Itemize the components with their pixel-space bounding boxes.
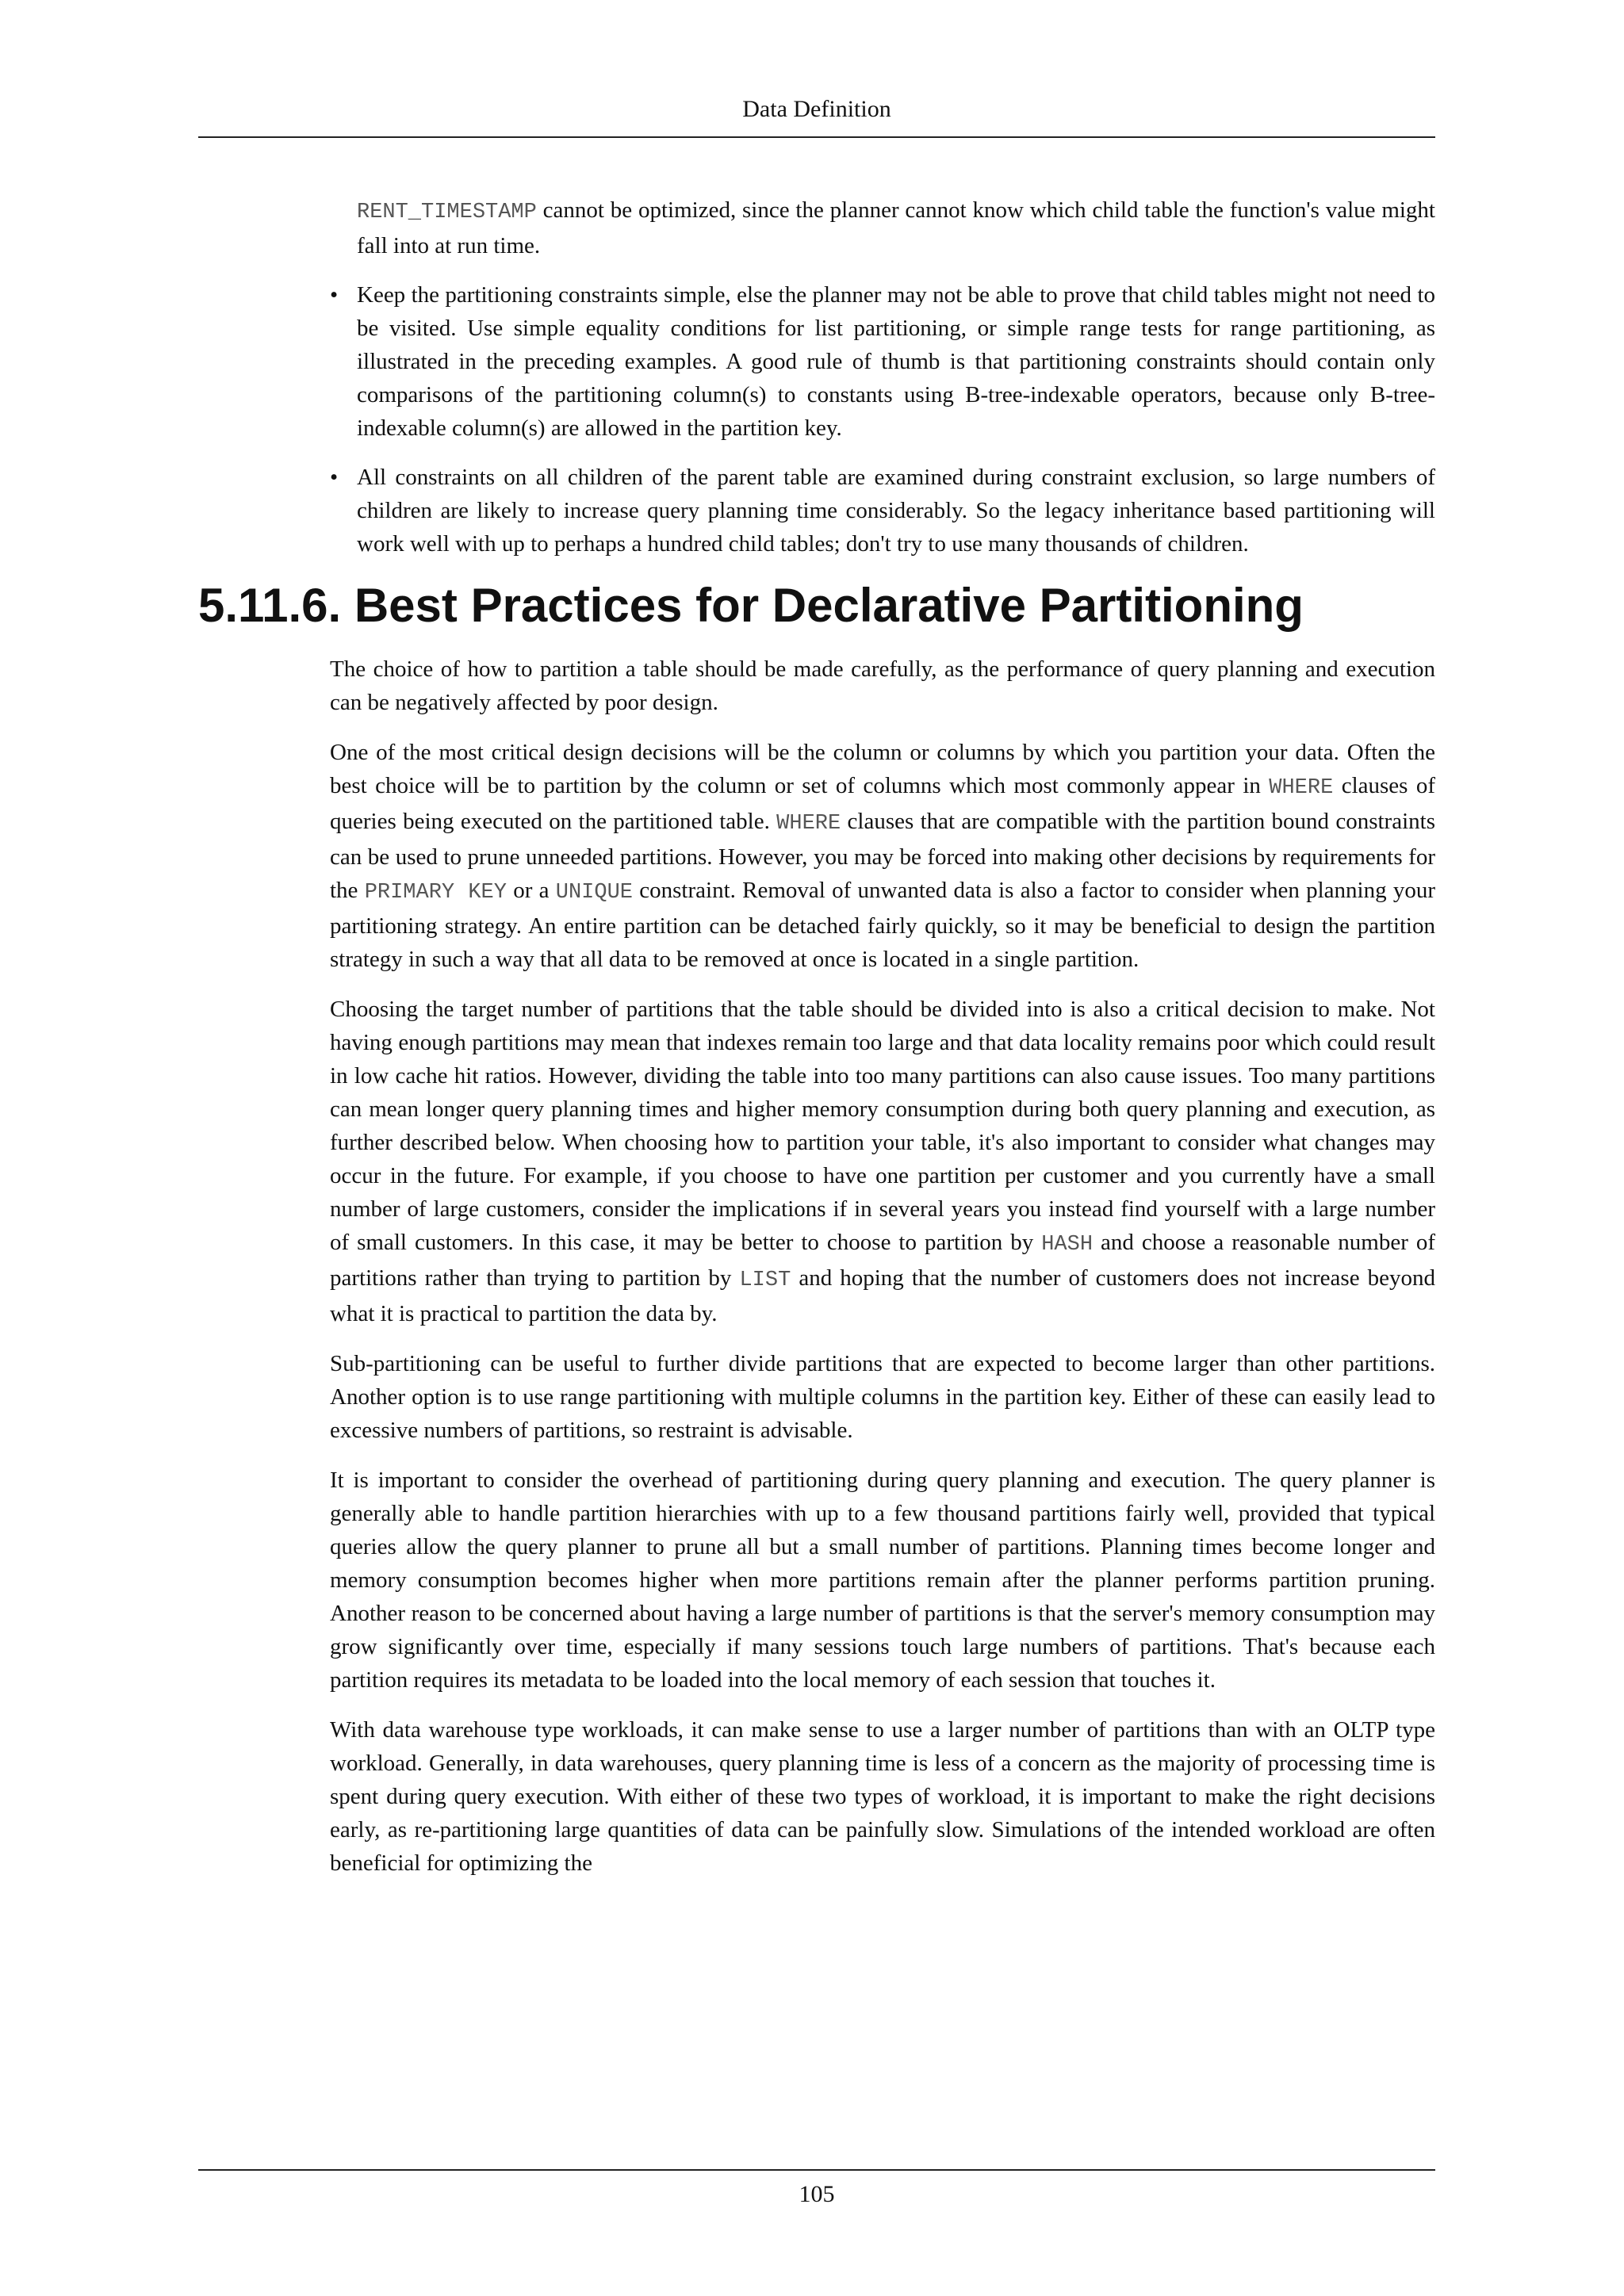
section-heading: 5.11.6. Best Practices for Declarative Partitioning xyxy=(198,579,1304,632)
inline-code: UNIQUE xyxy=(555,881,633,905)
inline-code: PRIMARY KEY xyxy=(364,881,507,905)
paragraph-text: cannot be optimized, since the planner cannot know which child table the function's value might fall into at run time. xyxy=(357,197,1435,258)
paragraph-text: One of the most critical design decisions will be the column or columns by which you partition your data. Often the best choice will be to partition by the column or set of columns which most commonly appear in xyxy=(330,740,1435,798)
continuation-paragraph xyxy=(357,193,1435,262)
inline-code: LIST xyxy=(739,1269,791,1292)
inline-code: WHERE xyxy=(1269,776,1334,800)
header-rule xyxy=(198,136,1435,138)
list-item-text: Keep the partitioning constraints simple, else the planner may not be able to prove that child tables might not need to be visited. Use simple equality conditions for list partitioning, or simple range tests for range partitioning, as illustrated in the preceding examples. A good rule of thumb is that partitioning constraints should contain only comparisons of the partitioning column(s) to constants using B-tree-indexable operators, because only B-tree-indexable column(s) are allowed in the partition key. xyxy=(357,282,1435,441)
paragraph-text: and choose a reasonable number of partitions rather than trying to partition by xyxy=(330,1230,1435,1291)
paragraph-text: Choosing the target number of partitions that the table should be divided into is also a critical decision to make. Not having enough partitions may mean that indexes remain too large and that data locality remains poor which could result in low cache hit ratios. However, dividing the table into too many partitions can also cause issues. Too many partitions can mean longer query planning times and higher memory consumption during both query planning and execution, as further described below. When choosing how to partition your table, it's also important to consider what changes may occur in the future. For example, if you choose to have one partition per customer and you currently have a small number of large customers, consider the implications if in several years you instead find yourself with a large number of small customers. In this case, it may be better to choose to partition by xyxy=(330,997,1435,1255)
bullet-list xyxy=(198,278,1435,561)
paragraph: With data warehouse type workloads, it can make sense to use a larger number of partitions than with an OLTP type workload. Generally, in data warehouses, query planning time is less of a concern as the majority of processing time is spent during query execution. With either of these two types of workload, it is important to make the right decisions early, as re-partitioning large quantities of data can be painfully slow. Simulations of the intended workload are often beneficial for optimizing the xyxy=(330,1717,1435,1876)
inline-code: HASH xyxy=(1041,1233,1094,1257)
bullet-icon: • xyxy=(330,282,339,308)
section-body xyxy=(330,652,1435,1880)
paragraph: It is important to consider the overhead of partitioning during query planning and execution. The query planner is generally able to handle partition hierarchies with up to a few thousand partitions fairly well, provided that typical queries allow the query planner to prune all but a small number of partitions. Planning times become longer and memory consumption becomes higher when more partitions remain after the planner performs partition pruning. Another reason to be concerned about having a large number of partitions is that the server's memory consumption may grow significantly over time, especially if many sessions touch large numbers of partitions. That's because each partition requires its metadata to be loaded into the local memory of each session that touches it. xyxy=(330,1468,1435,1693)
page-number: 105 xyxy=(799,2181,835,2207)
paragraph-text: clauses of queries being executed on the partitioned table. xyxy=(330,773,1436,834)
paragraph-text: constraint. Removal of unwanted data is also a factor to consider when planning your partitioning strategy. An entire partition can be detached fairly quickly, so it may be beneficial to design the partition strategy in such a way that all data to be removed at once is located in a single partition. xyxy=(330,878,1436,972)
list-item xyxy=(330,278,1435,445)
page-content xyxy=(198,193,1435,1896)
list-item-text: All constraints on all children of the parent table are examined during constraint exclusion, so large numbers of children are likely to increase query planning time considerably. So the legacy inheritance based partitioning will work well with up to perhaps a hundred child tables; don't try to use many thousands of children. xyxy=(357,465,1435,557)
inline-code: RENT_TIMESTAMP xyxy=(357,201,537,224)
paragraph-text: or a xyxy=(506,878,556,903)
bullet-icon: • xyxy=(330,465,339,490)
inline-code: WHERE xyxy=(776,812,841,836)
paragraph-text: clauses that are compatible with the partition bound constraints can be used to prune unneeded partitions. However, you may be forced into making other decisions by requirements for the xyxy=(330,809,1435,903)
running-header: Data Definition xyxy=(742,96,891,122)
paragraph xyxy=(330,736,1435,976)
footer-rule xyxy=(198,2169,1435,2171)
list-item xyxy=(330,461,1435,561)
paragraph: The choice of how to partition a table should be made carefully, as the performance of query planning and execution can be negatively affected by poor design. xyxy=(330,656,1435,715)
paragraph xyxy=(330,993,1435,1330)
paragraph-text: and hoping that the number of customers does not increase beyond what it is practical to partition the data by. xyxy=(330,1265,1435,1326)
paragraph: Sub-partitioning can be useful to further divide partitions that are expected to become larger than other partitions. Another option is to use range partitioning with multiple columns in the partition key. Either of these can easily lead to excessive numbers of partitions, so restraint is advisable. xyxy=(330,1351,1435,1443)
